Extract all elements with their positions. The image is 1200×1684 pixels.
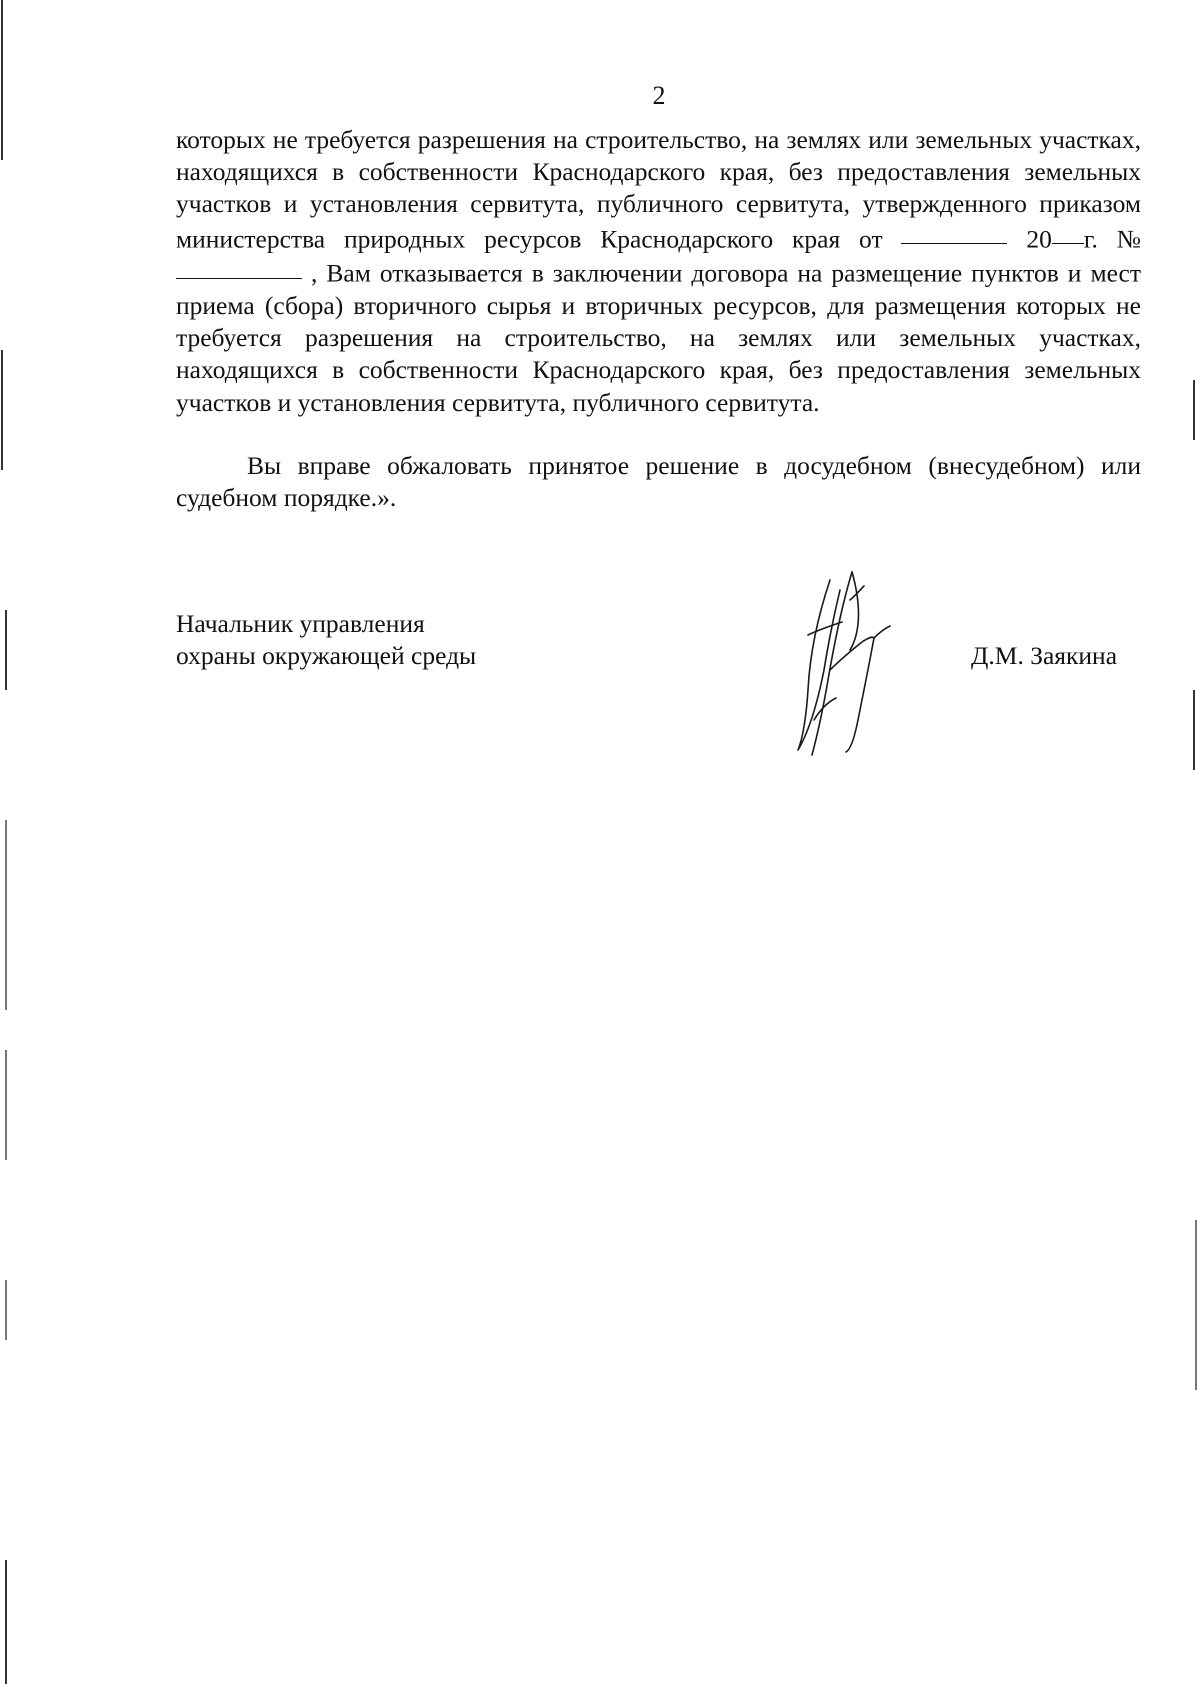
page-number: 2 bbox=[652, 81, 666, 110]
scan-edge-mark bbox=[5, 1280, 7, 1340]
signatory-position-line-2: охраны окружающей среды bbox=[176, 641, 477, 670]
handwritten-signature bbox=[790, 560, 910, 760]
scan-edge-mark bbox=[5, 820, 7, 1010]
scan-edge-mark bbox=[1193, 380, 1195, 440]
signatory-position-line-1: Начальник управления bbox=[176, 609, 425, 638]
document-body bbox=[176, 124, 1141, 514]
scan-edge-mark bbox=[5, 1050, 7, 1160]
year-blank bbox=[1052, 218, 1084, 245]
scan-edge-mark bbox=[1193, 690, 1195, 770]
scan-edge-mark bbox=[1, 0, 3, 160]
paragraph-main-text-2: , Вам отказывается в заключении договора на размещение пунктов и мест приема (сбора) вторичного сырья и вторичных ресурсов, для размещения которых не требуется разрешения на строительство, на землях или земельных участках, находящихся в собственности Краснодарского края, без предоставления земельных участков и установления сервитута, публичного сервитута. bbox=[176, 258, 1141, 417]
scan-edge-mark bbox=[5, 610, 7, 690]
paragraph-main bbox=[176, 124, 1141, 419]
paragraph-main-text-1: которых не требуется разрешения на строительство, на землях или земельных участках, находящихся в собственности Краснодарского края, без предоставления земельных участков и установления сервитута, публичного сервитута, утвержденного приказом министерства природных ресурсов Краснодарского края от bbox=[176, 125, 1141, 254]
signatory-name: Д.М. Заякина bbox=[971, 641, 1118, 670]
date-blank bbox=[901, 218, 1007, 245]
scan-edge-mark bbox=[5, 1560, 7, 1684]
scan-edge-mark bbox=[1, 350, 3, 470]
paragraph-appeal: Вы вправе обжаловать принятое решение в досудебном (внесудебном) или судебном порядке.». bbox=[176, 450, 1141, 513]
year-suffix-number-sign: г. № bbox=[1083, 224, 1142, 254]
signatory-position bbox=[176, 608, 476, 672]
year-prefix: 20 bbox=[1026, 224, 1052, 254]
scan-edge-mark bbox=[1195, 1220, 1197, 1390]
number-blank bbox=[176, 252, 302, 279]
